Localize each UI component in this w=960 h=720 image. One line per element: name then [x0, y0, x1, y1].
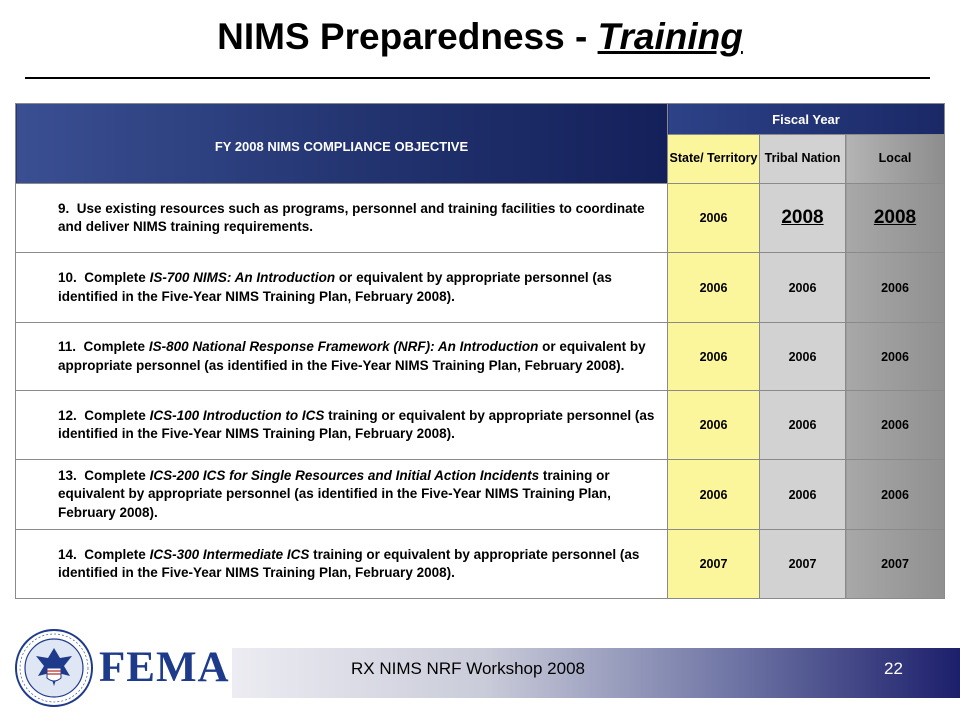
- objective-text-plain: Complete: [84, 468, 150, 484]
- tribal-year: 2006: [760, 323, 846, 391]
- tribal-column-header: Tribal Nation: [760, 135, 846, 184]
- objective-number: 14.: [58, 546, 77, 562]
- state-year: 2006: [668, 460, 760, 530]
- title-divider: [25, 77, 930, 79]
- objective-course-name: ICS-100 Introduction to ICS: [149, 407, 325, 423]
- table-row: [16, 391, 945, 460]
- local-year: 2006: [846, 323, 945, 391]
- dhs-seal-icon: [14, 628, 94, 708]
- objective-text-tail: or equivalent by appropriate personnel (as identified in the Five-Year NIMS Training Plan, February 2008).: [58, 270, 612, 304]
- objective-text-plain: Use existing resources such as programs, personnel and training facilities to coordinate and deliver NIMS training requirements.: [58, 200, 645, 234]
- objective-text: [16, 530, 668, 599]
- objective-text-tail: training or equivalent by appropriate personnel (as identified in the Five-Year NIMS Training Plan, February 2008).: [58, 546, 640, 580]
- state-year: 2006: [668, 253, 760, 323]
- objective-course-name: ICS-200 ICS for Single Resources and Initial Action Incidents: [149, 468, 540, 484]
- objective-text-plain: Complete: [84, 407, 150, 423]
- objective-course-name: IS-700 NIMS: An Introduction: [149, 270, 336, 286]
- local-year: 2006: [846, 460, 945, 530]
- tribal-year: 2008: [760, 184, 846, 253]
- objective-text-tail: or equivalent by appropriate personnel (as identified in the Five-Year NIMS Training Plan, February 2008).: [58, 339, 646, 373]
- state-year: 2006: [668, 323, 760, 391]
- objective-text-plain: Complete: [84, 270, 150, 286]
- state-year: 2006: [668, 184, 760, 253]
- objective-text-tail: training or equivalent by appropriate personnel (as identified in the Five-Year NIMS Training Plan, February 2008).: [58, 468, 611, 520]
- page-number: 22: [884, 659, 903, 678]
- objective-text-plain: Complete: [84, 546, 150, 562]
- local-year: 2006: [846, 253, 945, 323]
- objective-text-tail: training or equivalent by appropriate personnel (as identified in the Five-Year NIMS Training Plan, February 2008).: [58, 407, 655, 441]
- objective-number: 13.: [58, 468, 77, 484]
- objective-text: [16, 391, 668, 460]
- objective-text: [16, 460, 668, 530]
- objective-number: 10.: [58, 270, 77, 286]
- fema-logo: FEMA: [99, 644, 230, 691]
- table-row: [16, 253, 945, 323]
- title-emphasis: Training: [597, 16, 743, 57]
- objective-text: [16, 184, 668, 253]
- objective-number: 11.: [58, 339, 77, 355]
- objective-number: 9.: [58, 200, 70, 216]
- state-column-header: State/ Territory: [668, 135, 760, 184]
- objective-text-plain: Complete: [83, 339, 149, 355]
- objective-number: 12.: [58, 407, 77, 423]
- objective-course-name: ICS-300 Intermediate ICS: [149, 546, 310, 562]
- footer-bar: [232, 648, 960, 698]
- fiscal-year-header: Fiscal Year: [668, 104, 945, 135]
- tribal-year: 2006: [760, 460, 846, 530]
- tribal-year: 2007: [760, 530, 846, 599]
- table-row: [16, 530, 945, 599]
- table-row: [16, 184, 945, 253]
- title-prefix: NIMS Preparedness -: [217, 16, 598, 57]
- local-year: 2007: [846, 530, 945, 599]
- objective-column-header: FY 2008 NIMS COMPLIANCE OBJECTIVE: [16, 104, 668, 184]
- objective-text: [16, 253, 668, 323]
- compliance-table: [15, 103, 945, 599]
- slide-title: [0, 16, 960, 58]
- tribal-year: 2006: [760, 253, 846, 323]
- objective-text: [16, 323, 668, 391]
- local-column-header: Local: [846, 135, 945, 184]
- local-year: 2006: [846, 391, 945, 460]
- workshop-label: RX NIMS NRF Workshop 2008: [351, 659, 585, 678]
- local-year: 2008: [846, 184, 945, 253]
- table-row: [16, 460, 945, 530]
- table-row: [16, 323, 945, 391]
- objective-course-name: IS-800 National Response Framework (NRF): An Introduction: [148, 339, 539, 355]
- tribal-year: 2006: [760, 391, 846, 460]
- state-year: 2006: [668, 391, 760, 460]
- state-year: 2007: [668, 530, 760, 599]
